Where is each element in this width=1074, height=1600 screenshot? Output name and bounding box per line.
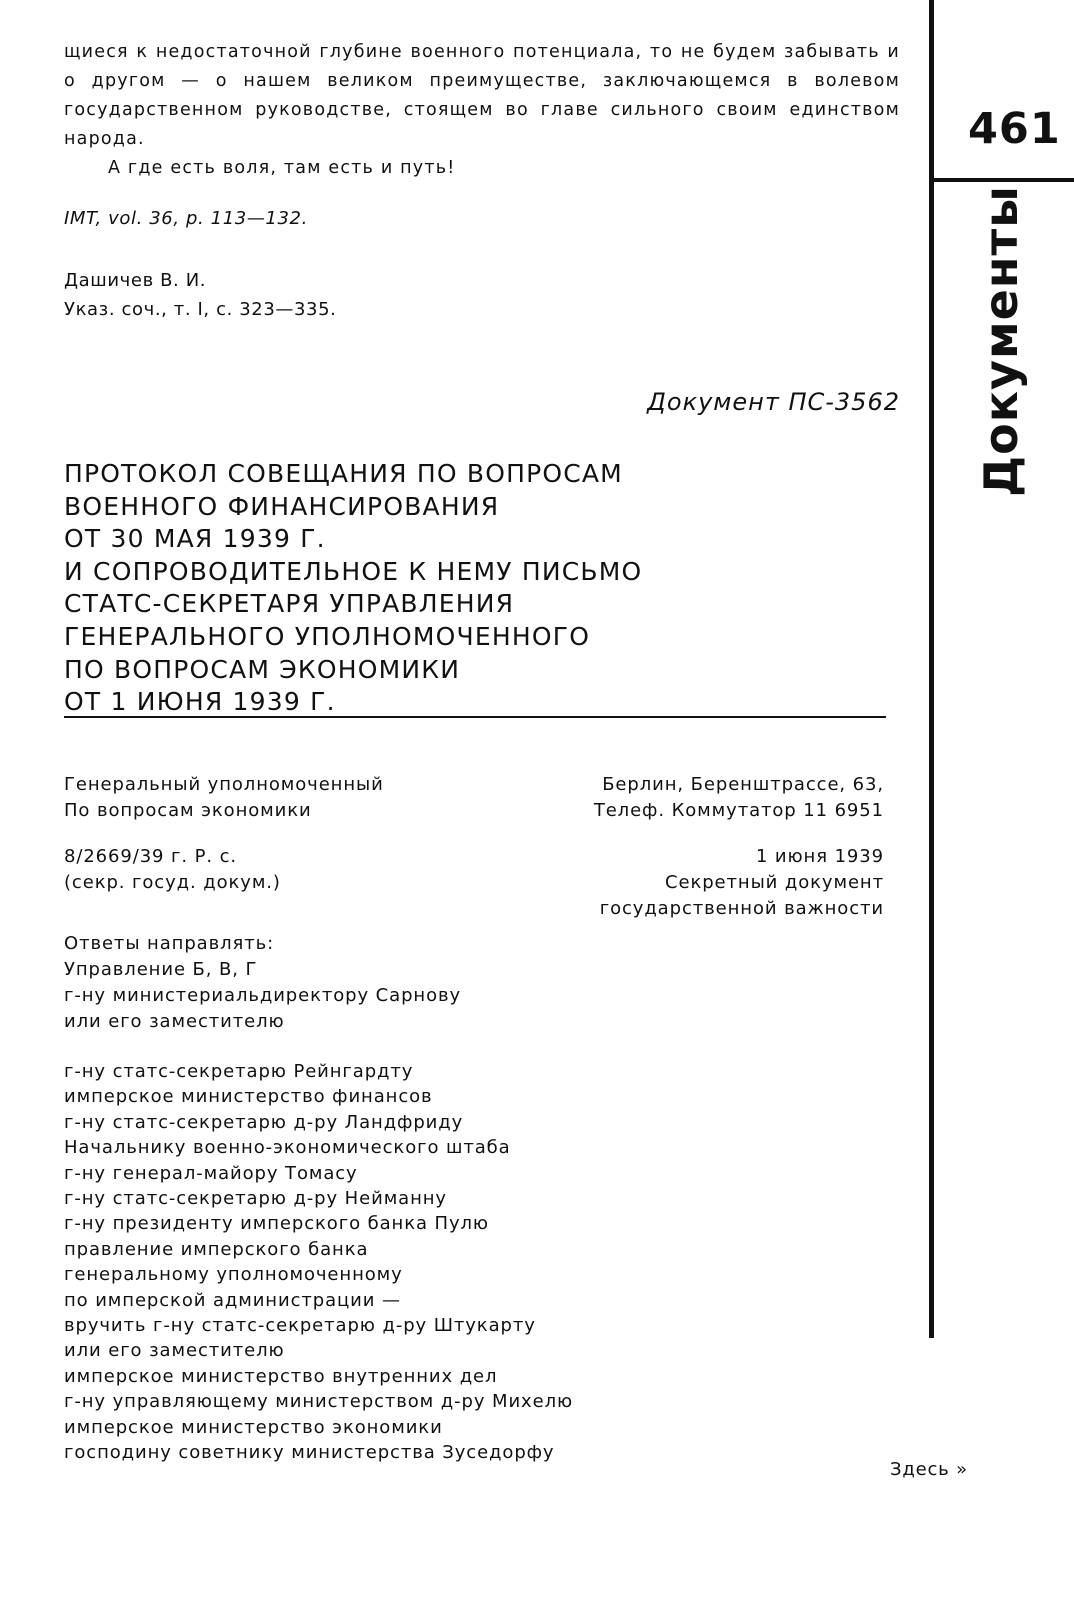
continuation-note: Здесь »	[890, 1459, 968, 1480]
document-number: Документ ПС-3562	[647, 388, 900, 416]
recipient-line: г-ну статс-секретарю д-ру Нейманну	[64, 1188, 447, 1210]
page-number: 461	[968, 104, 1061, 154]
title-line: ПО ВОПРОСАМ ЭКОНОМИКИ	[64, 654, 461, 684]
recipient-line: имперское министерство финансов	[64, 1086, 433, 1108]
address-block	[594, 772, 884, 824]
recipient-line: г-ну генерал-майору Томасу	[64, 1162, 358, 1184]
title-line: И СОПРОВОДИТЕЛЬНОЕ К НЕМУ ПИСЬМО	[64, 556, 643, 586]
reply-line: или его заместителю	[64, 1011, 285, 1032]
letter-date: 1 июня 1939	[755, 846, 884, 867]
recipient-line: или его заместителю	[64, 1340, 285, 1362]
recipient-line: правление имперского банка	[64, 1238, 369, 1260]
sender-line: По вопросам экономики	[64, 800, 312, 821]
reply-line: г-ну министериальдиректору Сарнову	[64, 985, 462, 1006]
reference-dashichev	[64, 266, 336, 324]
recipient-line: г-ну статс-секретарю Рейнгардту	[64, 1061, 414, 1082]
address-line: Берлин, Беренштрассе, 63,	[602, 774, 884, 795]
reply-line: Ответы направлять:	[64, 933, 275, 954]
recipient-line: господину советнику министерства Зуседорфу	[64, 1442, 555, 1464]
recipient-line: имперское министерство внутренних дел	[64, 1365, 498, 1387]
recipient-line: Начальнику военно-экономического штаба	[64, 1137, 511, 1159]
title-divider	[64, 716, 886, 718]
recipient-line: г-ну статс-секретарю д-ру Ландфриду	[64, 1111, 464, 1133]
phone-line: Телеф. Коммутатор 11 6951	[593, 800, 884, 821]
date-block	[600, 844, 884, 922]
reference-code-block	[64, 844, 281, 896]
reference-imt: IMT, vol. 36, p. 113—132.	[64, 208, 308, 229]
intro-paragraph-closing: А где есть воля, там есть и путь!	[108, 158, 456, 178]
recipient-line: по имперской администрации —	[64, 1289, 401, 1311]
recipient-list	[64, 1059, 573, 1466]
sender-block	[64, 772, 384, 824]
recipient-line: г-ну управляющему министерством д-ру Михелю	[64, 1391, 574, 1413]
reply-instructions	[64, 931, 461, 1035]
secrecy-label: государственной важности	[599, 898, 884, 919]
section-label: Документы	[974, 185, 1028, 497]
title-line: ВОЕННОГО ФИНАНСИРОВАНИЯ	[64, 491, 500, 521]
reference-classification: (секр. госуд. докум.)	[64, 872, 281, 893]
reference-work: Указ. соч., т. I, с. 323—335.	[64, 299, 337, 320]
reply-line: Управление Б, В, Г	[64, 959, 258, 980]
recipient-line: г-ну президенту имперского банка Пулю	[64, 1213, 489, 1235]
margin-vertical-rule	[929, 0, 934, 1338]
document-title	[64, 458, 900, 719]
recipient-line: вручить г-ну статс-секретарю д-ру Штукарту	[64, 1315, 536, 1337]
title-line: ГЕНЕРАЛЬНОГО УПОЛНОМОЧЕННОГО	[64, 621, 591, 651]
margin-horizontal-rule	[934, 178, 1074, 182]
title-line: ПРОТОКОЛ СОВЕЩАНИЯ ПО ВОПРОСАМ	[64, 459, 623, 488]
intro-text	[64, 38, 900, 183]
intro-paragraph: щиеся к недостаточной глубине военного потенциала, то не будем забывать и о другом — о нашем великом преимуществе, заключающемся в волевом государственном руководстве, стоящем во главе сильного своим единством народа.	[64, 42, 900, 149]
reference-author: Дашичев В. И.	[64, 270, 207, 291]
title-line: ОТ 1 ИЮНЯ 1939 Г.	[64, 687, 336, 717]
sender-line: Генеральный уполномоченный	[64, 774, 384, 795]
recipient-line: генеральному уполномоченному	[64, 1264, 403, 1286]
recipient-line: имперское министерство экономики	[64, 1416, 443, 1438]
reference-code: 8/2669/39 г. Р. с.	[64, 846, 238, 867]
title-line: СТАТС-СЕКРЕТАРЯ УПРАВЛЕНИЯ	[64, 589, 515, 619]
title-line: ОТ 30 МАЯ 1939 Г.	[64, 524, 326, 554]
secrecy-label: Секретный документ	[665, 872, 884, 893]
